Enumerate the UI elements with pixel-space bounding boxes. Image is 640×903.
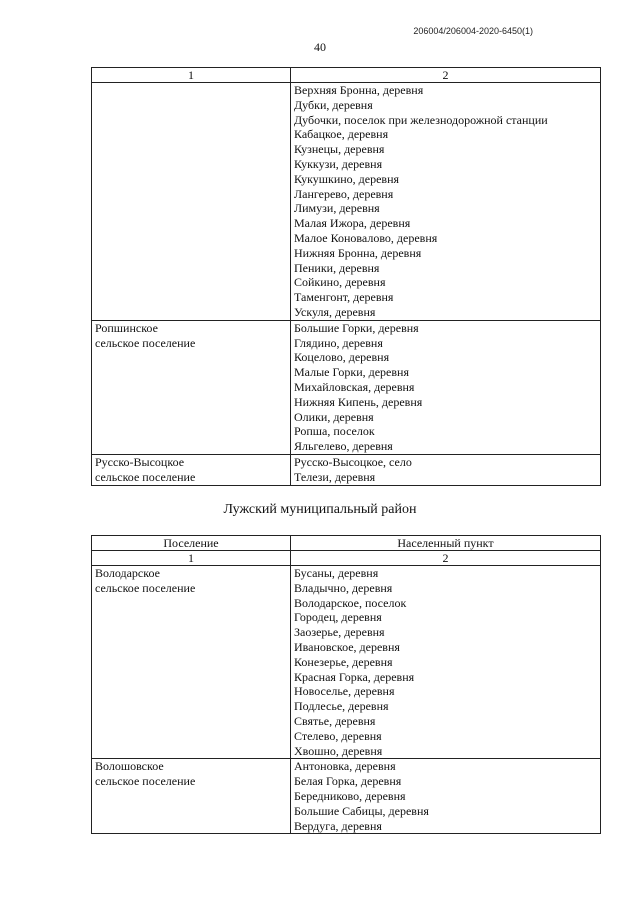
- locality-item: Русско-Высоцкое, село: [294, 454, 412, 469]
- locality-item: Сойкино, деревня: [294, 275, 386, 290]
- locality-item: Кузнецы, деревня: [294, 142, 385, 157]
- locality-item: Телези, деревня: [294, 469, 376, 484]
- table-row: [92, 320, 601, 454]
- locality-item: Большие Сабицы, деревня: [294, 803, 429, 818]
- locality-item: Белая Горка, деревня: [294, 774, 402, 789]
- locality-item: Подлесье, деревня: [294, 699, 389, 714]
- locality-item: Ивановское, деревня: [294, 639, 400, 654]
- settlements-table-continued: [91, 67, 601, 486]
- locality-item: Вердуга, деревня: [294, 818, 382, 833]
- locality-item: Куккузи, деревня: [294, 156, 383, 171]
- locality-item: Заозерье, деревня: [294, 625, 385, 640]
- locality-item: Олики, деревня: [294, 409, 374, 424]
- locality-item: Бередниково, деревня: [294, 788, 406, 803]
- locality-item: Пеники, деревня: [294, 260, 380, 275]
- locality-item: Владычно, деревня: [294, 580, 393, 595]
- table-row: [92, 759, 601, 834]
- locality-item: Лангерево, деревня: [294, 186, 394, 201]
- settlement-cell: [92, 566, 291, 759]
- locality-item: Красная Горка, деревня: [294, 669, 415, 684]
- localities-cell: [291, 454, 601, 485]
- locality-item: Стелево, деревня: [294, 728, 382, 743]
- locality-item: Верхняя Бронна, деревня: [294, 83, 424, 97]
- locality-item: Ускуля, деревня: [294, 304, 376, 319]
- column-header-settlement: Поселение: [92, 536, 291, 551]
- locality-item: Дубочки, поселок при железнодорожной станции: [294, 112, 548, 127]
- locality-item: Глядино, деревня: [294, 335, 383, 350]
- column-number-2: 2: [291, 68, 601, 83]
- settlement-name-line: сельское поселение: [95, 335, 196, 350]
- localities-cell: [291, 759, 601, 834]
- locality-item: Кабацкое, деревня: [294, 127, 389, 142]
- locality-item: Ропша, поселок: [294, 424, 375, 439]
- column-header-row: [92, 536, 601, 551]
- settlement-name-line: Волошовское: [95, 759, 164, 774]
- locality-item: Святье, деревня: [294, 713, 376, 728]
- locality-item: Новоселье, деревня: [294, 684, 395, 699]
- locality-item: Михайловская, деревня: [294, 379, 415, 394]
- locality-item: Городец, деревня: [294, 610, 382, 625]
- locality-item: Кукушкино, деревня: [294, 171, 400, 186]
- page-number: 40: [314, 40, 326, 54]
- locality-item: Дубки, деревня: [294, 97, 373, 112]
- settlement-cell: [92, 759, 291, 834]
- column-header-locality: Населенный пункт: [291, 536, 601, 551]
- locality-item: Таменгонт, деревня: [294, 290, 394, 305]
- locality-item: Малое Коновалово, деревня: [294, 230, 438, 245]
- locality-item: Малая Ижора, деревня: [294, 216, 411, 231]
- locality-item: Хвошно, деревня: [294, 743, 383, 758]
- table-row: [92, 566, 601, 759]
- locality-item: Яльгелево, деревня: [294, 439, 393, 454]
- settlement-name-line: сельское поселение: [95, 469, 196, 484]
- column-number-1: 1: [92, 68, 291, 83]
- table-row: [92, 454, 601, 485]
- localities-cell: [291, 83, 601, 321]
- locality-item: Лимузи, деревня: [294, 201, 380, 216]
- column-number-row: [92, 551, 601, 566]
- table-row: [92, 83, 601, 321]
- settlement-name-line: Русско-Высоцкое: [95, 454, 185, 469]
- column-number-1: 1: [92, 551, 291, 566]
- locality-item: Большие Горки, деревня: [294, 320, 419, 335]
- settlement-name-line: сельское поселение: [95, 774, 196, 789]
- section-title: Лужский муниципальный район: [223, 502, 417, 517]
- locality-item: Антоновка, деревня: [294, 759, 396, 774]
- settlement-name-line: сельское поселение: [95, 580, 196, 595]
- luga-district-table: [91, 535, 601, 834]
- locality-item: Бусаны, деревня: [294, 566, 379, 580]
- locality-item: Нижняя Бронна, деревня: [294, 245, 422, 260]
- locality-item: Малые Горки, деревня: [294, 365, 409, 380]
- settlement-cell: [92, 83, 291, 321]
- settlement-cell: [92, 454, 291, 485]
- settlement-name-line: Ропшинское: [95, 320, 158, 335]
- locality-item: Коцелово, деревня: [294, 350, 390, 365]
- document-id: 206004/206004-2020-6450(1): [413, 26, 533, 36]
- localities-cell: [291, 320, 601, 454]
- column-number-2: 2: [291, 551, 601, 566]
- column-number-row: [92, 68, 601, 83]
- settlement-cell: [92, 320, 291, 454]
- locality-item: Конезерье, деревня: [294, 654, 393, 669]
- localities-cell: [291, 566, 601, 759]
- locality-item: Володарское, поселок: [294, 595, 407, 610]
- settlement-name-line: Володарское: [95, 566, 160, 580]
- locality-item: Нижняя Кипень, деревня: [294, 394, 423, 409]
